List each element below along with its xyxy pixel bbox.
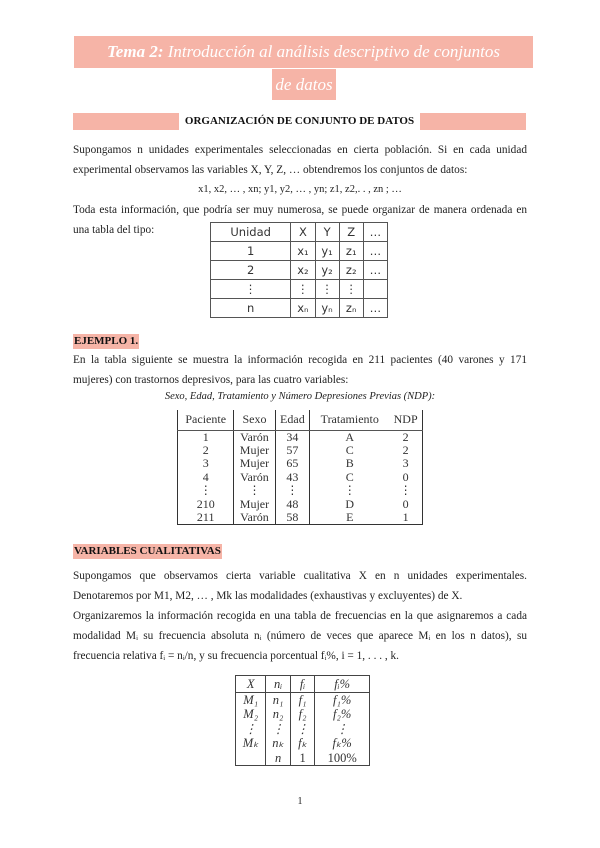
document-title-line2: de datos [272,69,336,100]
table-row [178,484,423,498]
table-cell: Mₖ [236,736,266,751]
table-row [178,471,423,485]
table-row [211,261,388,280]
table-cell: 57 [275,444,310,458]
column-header: Sexo [234,410,275,430]
section-heading-cualitativas: VARIABLES CUALITATIVAS [74,545,221,557]
table-row [178,430,423,444]
column-header: NDP [389,410,422,430]
table-cell: xₙ [291,299,315,318]
column-header: fᵢ% [315,676,370,693]
table-cell: f₁% [315,693,370,708]
table-header-row [236,676,370,693]
paragraph-qualitative: Supongamos que observamos cierta variable cualitativa X en n unidades experimentales. Denotaremos por M1, M2, … , Mk las modalidades (exhaustivas y excluyentes) de X. [73,570,527,602]
table-cell: ⋮ [236,722,266,737]
table-cell: ⋮ [234,484,275,498]
table-cell: 210 [196,496,215,511]
table-row [211,280,388,299]
table-cell: ⋮ [291,280,315,299]
section-heading-organizacion [73,113,526,130]
table-cell: E [310,511,390,525]
table-cell: n₂ [266,707,290,722]
table-cell: y₂ [315,261,339,280]
table-row [178,498,423,512]
table-cell: Mujer [234,498,275,512]
table-cell: 43 [275,471,310,485]
example-label: EJEMPLO 1. [74,335,139,347]
table-cell: 211 [196,510,215,524]
table-cell: n [266,751,290,766]
table-cell: z₂ [339,261,363,280]
table-cell: Z [339,223,363,242]
table-cell: fₖ [290,736,314,751]
table-cell: M₂ [236,707,266,722]
section-title: ORGANIZACIÓN DE CONJUNTO DE DATOS [184,115,415,127]
table-cell: x₂ [291,261,315,280]
table-row [236,707,370,722]
generic-data-table [210,222,388,318]
patients-table [177,410,423,525]
table-row [178,511,423,525]
table-cell: ⋮ [315,722,370,737]
table-cell: 1 [202,429,209,444]
table-cell: C [310,444,390,458]
table-cell: nₖ [266,736,290,751]
table-row [178,457,423,471]
table-row [211,242,388,261]
table-cell: ⋮ [310,484,390,498]
table-cell: B [310,457,390,471]
column-header: Edad [275,410,310,430]
table-cell: Unidad [211,223,291,242]
table-row [236,693,370,708]
column-header: X [236,676,266,693]
paragraph-example: En la tabla siguiente se muestra la información recogida en 211 pacientes (40 varones y 171 mujeres) con trastornos depresivos, para las cuatro variables: [73,354,527,386]
table-cell: … [363,299,387,318]
table-cell: 1 [211,242,291,261]
table-cell: zₙ [339,299,363,318]
table-cell: … [363,223,387,242]
table-cell: fₖ% [315,736,370,751]
table-cell: 2 [202,442,209,457]
table-cell: 4 [202,469,209,484]
table-row [236,751,370,766]
table-cell: ⋮ [339,280,363,299]
table-cell [363,280,387,299]
table-cell: z₁ [339,242,363,261]
column-header: Paciente [178,410,234,430]
table-cell: f₂% [315,707,370,722]
table-cell: ⋮ [199,483,212,498]
paragraph-frequencies: Organizaremos la información recogida en una tabla de frecuencias en la que asignaremos a cada modalidad Mᵢ su frecuencia absoluta nᵢ (número de veces que aparece Mᵢ en los n datos), su frecuencia relativa fᵢ = nᵢ/n, y su frecuencia porcentual fᵢ%, i = 1, . . . , k. [73,610,527,662]
table-cell: X [291,223,315,242]
table-cell: Mujer [234,444,275,458]
table-cell: f₁ [290,693,314,708]
column-header: nᵢ [266,676,290,693]
table-cell: n [211,299,291,318]
table-cell: 0 [402,469,409,484]
table-cell: M₁ [236,693,266,708]
table-cell: ⋮ [211,280,291,299]
table-cell: 2 [402,429,409,444]
paragraph-intro: Supongamos n unidades experimentales seleccionadas en cierta población. Si en cada unidad experimental observamos las variables X, Y, Z, … obtendremos los conjuntos de datos: [73,144,527,176]
table-cell: x₁ [291,242,315,261]
table-cell: 1 [402,510,409,524]
table-cell: ⋮ [266,722,290,737]
table-cell: ⋮ [290,722,314,737]
table-cell: … [363,242,387,261]
table-cell: 2 [402,442,409,457]
table-row [178,444,423,458]
table-row [236,736,370,751]
table-cell: C [310,471,390,485]
data-sets-line: x1, x2, … , xn; y1, y2, … , yn; z1, z2,. . , zn ; … [198,184,402,195]
table-cell: 0 [402,496,409,511]
column-header: fᵢ [290,676,314,693]
table-cell: 48 [275,498,310,512]
table-cell: Varón [234,471,275,485]
document-title [74,36,533,68]
table-cell: ⋮ [275,484,310,498]
table-cell: ⋮ [399,483,412,498]
table-cell: 100% [315,751,370,766]
table-cell: Varón [234,430,275,444]
table-row [211,299,388,318]
table-cell: 65 [275,457,310,471]
title-text: Introducción al análisis descriptivo de conjuntos [163,42,500,61]
table-cell: ⋮ [315,280,339,299]
table-cell: y₁ [315,242,339,261]
table-header-row [211,223,388,242]
table-row [236,722,370,737]
frequency-table [235,675,370,766]
table-cell: 1 [290,751,314,766]
table-cell: yₙ [315,299,339,318]
table-cell [236,751,266,766]
paragraph-table-intro: Toda esta información, que podría ser muy numerosa, se puede organizar de manera ordenada en una tabla del tipo: [73,204,527,236]
column-header: Tratamiento [310,410,390,430]
table-cell: D [310,498,390,512]
table-cell: A [310,430,390,444]
table-cell: 2 [211,261,291,280]
page-number: 1 [297,796,303,807]
table-cell: … [363,261,387,280]
table-cell: 34 [275,430,310,444]
variables-line: Sexo, Edad, Tratamiento y Número Depresiones Previas (NDP): [164,391,436,402]
title-prefix: Tema 2: [106,42,164,61]
table-cell: Y [315,223,339,242]
table-cell: Varón [234,511,275,525]
table-cell: 3 [202,456,209,471]
table-cell: 58 [275,511,310,525]
table-header-row [178,410,423,430]
table-cell: 3 [402,456,409,471]
table-cell: Mujer [234,457,275,471]
table-cell: n₁ [266,693,290,708]
table-cell: f₂ [290,707,314,722]
